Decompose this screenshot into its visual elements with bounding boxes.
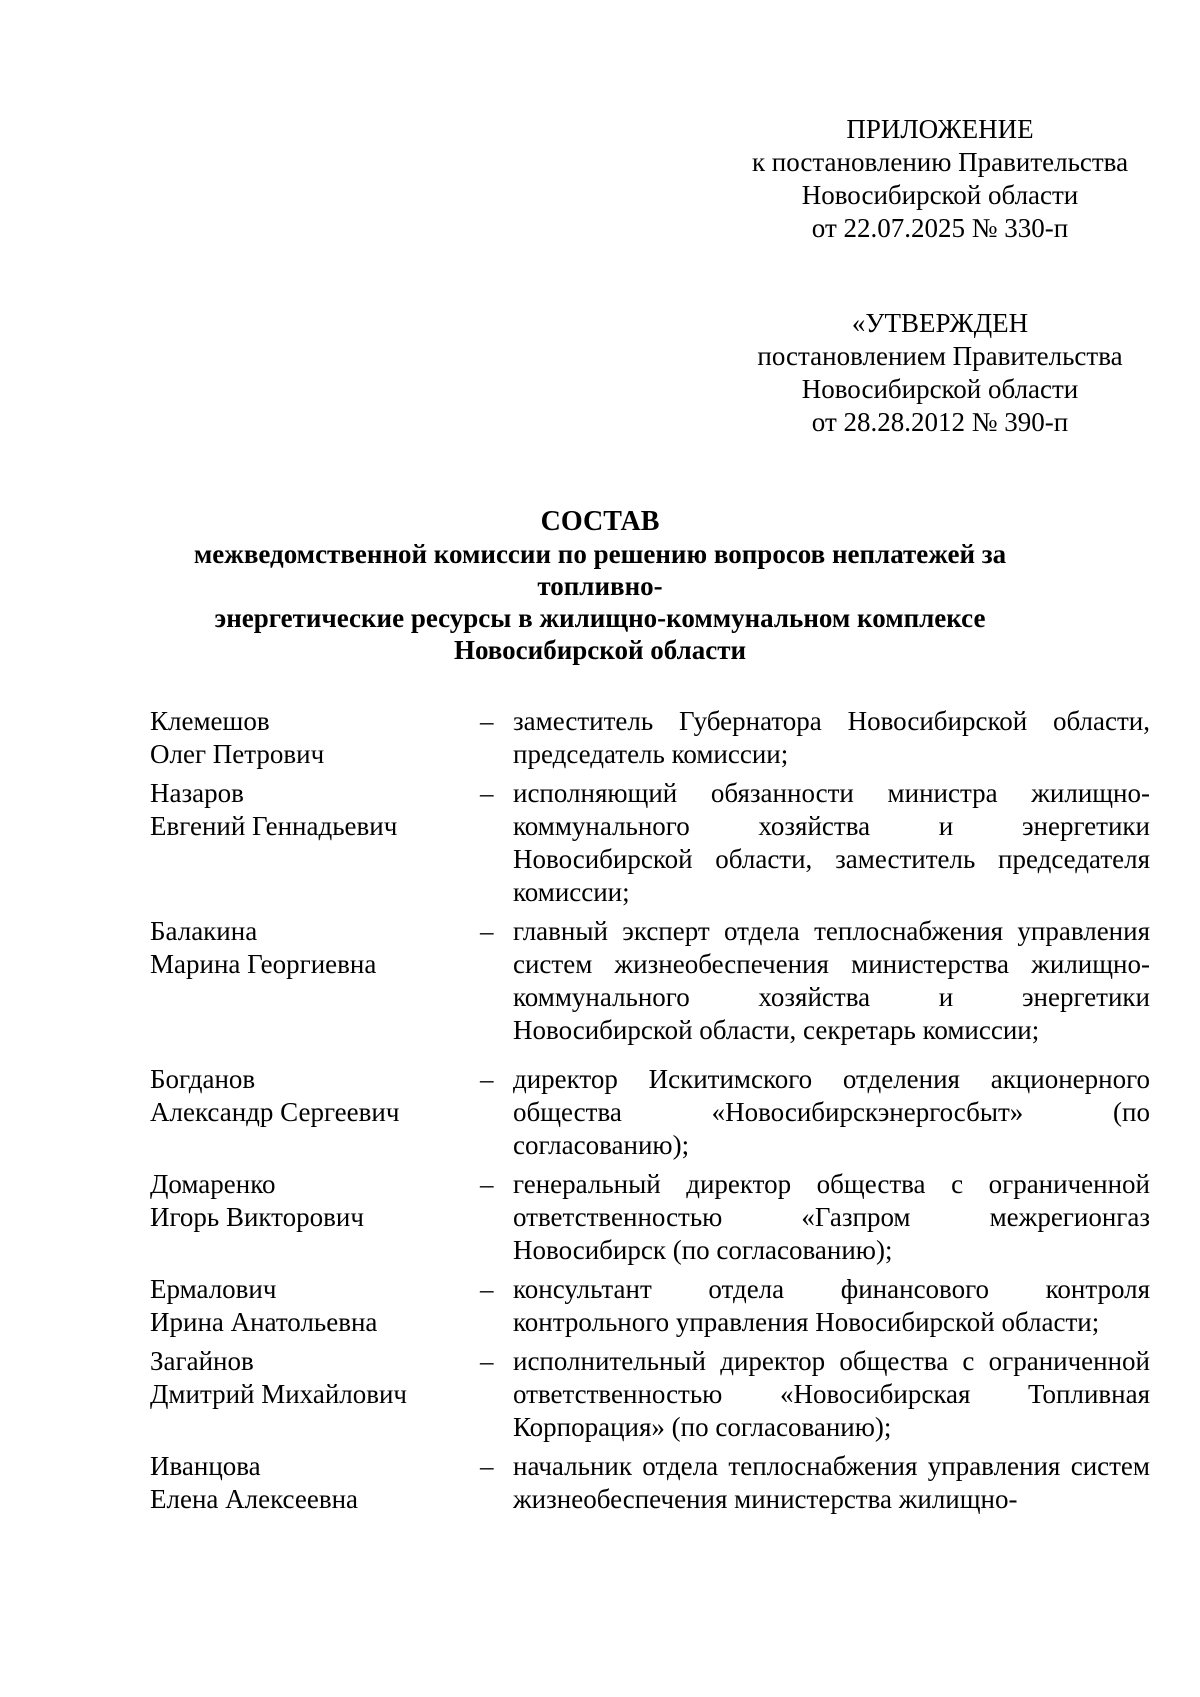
member-role: исполняющий обязанности министра жилищно-коммунального хозяйства и энергетики Новосибирской области, заместитель председателя комиссии; xyxy=(513,778,1150,907)
member-surname: Клемешов xyxy=(150,706,270,736)
document-title-line-2: энергетические ресурсы в жилищно-коммунальном комплексе xyxy=(214,603,986,633)
member-surname: Назаров xyxy=(150,778,244,808)
member-entry xyxy=(150,1168,1150,1267)
member-role: генеральный директор общества с ограниченной ответственностью «Газпром межрегионгаз Новосибирск (по согласованию); xyxy=(513,1169,1150,1265)
approval-line-3: от 28.28.2012 № 390-п xyxy=(811,407,1069,437)
member-entry xyxy=(150,1273,1150,1339)
document-title-line-3: Новосибирской области xyxy=(453,635,747,665)
member-surname: Богданов xyxy=(150,1064,256,1094)
member-entry xyxy=(150,915,1150,1047)
member-given-name: Игорь Викторович xyxy=(150,1202,364,1232)
appendix-header xyxy=(740,113,1140,245)
member-role: начальник отдела теплоснабжения управления систем жизнеобеспечения министерства жилищно- xyxy=(513,1451,1150,1514)
member-surname: Балакина xyxy=(150,916,258,946)
approval-title: «УТВЕРЖДЕН xyxy=(851,308,1029,338)
member-given-name: Александр Сергеевич xyxy=(150,1097,400,1127)
member-role: заместитель Губернатора Новосибирской области, председатель комиссии; xyxy=(513,706,1150,769)
member-name xyxy=(150,1450,480,1516)
approval-line-2: Новосибирской области xyxy=(801,374,1079,404)
member-role: консультант отдела финансового контроля контрольного управления Новосибирской области; xyxy=(513,1274,1150,1337)
member-name xyxy=(150,1063,480,1162)
document-title xyxy=(140,505,1060,666)
approval-stamp xyxy=(740,307,1140,439)
member-given-name: Елена Алексеевна xyxy=(150,1484,358,1514)
member-entry xyxy=(150,705,1150,771)
member-name xyxy=(150,1345,480,1444)
member-role: директор Искитимского отделения акционерного общества «Новосибирскэнергосбыт» (по согласованию); xyxy=(513,1064,1150,1160)
dash-separator: – xyxy=(480,778,494,808)
approval-line-1: постановлением Правительства xyxy=(757,341,1123,371)
appendix-line-3: от 22.07.2025 № 330-п xyxy=(811,213,1069,243)
dash-separator: – xyxy=(480,1169,494,1199)
dash-separator: – xyxy=(480,1346,494,1376)
member-name xyxy=(150,1168,480,1267)
member-surname: Иванцова xyxy=(150,1451,261,1481)
member-entry xyxy=(150,1063,1150,1162)
member-surname: Домаренко xyxy=(150,1169,276,1199)
dash-separator: – xyxy=(480,1274,494,1304)
appendix-line-2: Новосибирской области xyxy=(801,180,1079,210)
dash-separator: – xyxy=(480,706,494,736)
member-name xyxy=(150,705,480,771)
member-name xyxy=(150,1273,480,1339)
member-surname: Ермалович xyxy=(150,1274,277,1304)
document-title-line-1: межведомственной комиссии по решению вопросов неплатежей за топливно- xyxy=(193,539,1007,601)
member-entry xyxy=(150,777,1150,909)
members-list xyxy=(150,705,1150,1522)
appendix-title: ПРИЛОЖЕНИЕ xyxy=(846,114,1034,144)
member-given-name: Дмитрий Михайлович xyxy=(150,1379,408,1409)
member-entry xyxy=(150,1345,1150,1444)
member-entry xyxy=(150,1450,1150,1516)
document-title-main: СОСТАВ xyxy=(540,506,660,537)
member-given-name: Евгений Геннадьевич xyxy=(150,811,398,841)
member-role: главный эксперт отдела теплоснабжения управления систем жизнеобеспечения министерства жилищно-коммунального хозяйства и энергетики Новосибирской области, секретарь комиссии; xyxy=(513,916,1150,1045)
appendix-line-1: к постановлению Правительства xyxy=(751,147,1129,177)
member-surname: Загайнов xyxy=(150,1346,254,1376)
member-given-name: Олег Петрович xyxy=(150,739,325,769)
member-given-name: Марина Георгиевна xyxy=(150,949,377,979)
dash-separator: – xyxy=(480,1064,494,1094)
member-given-name: Ирина Анатольевна xyxy=(150,1307,378,1337)
member-name xyxy=(150,777,480,909)
dash-separator: – xyxy=(480,916,494,946)
member-name xyxy=(150,915,480,1047)
member-role: исполнительный директор общества с ограниченной ответственностью «Новосибирская Топливная Корпорация» (по согласованию); xyxy=(513,1346,1150,1442)
dash-separator: – xyxy=(480,1451,494,1481)
